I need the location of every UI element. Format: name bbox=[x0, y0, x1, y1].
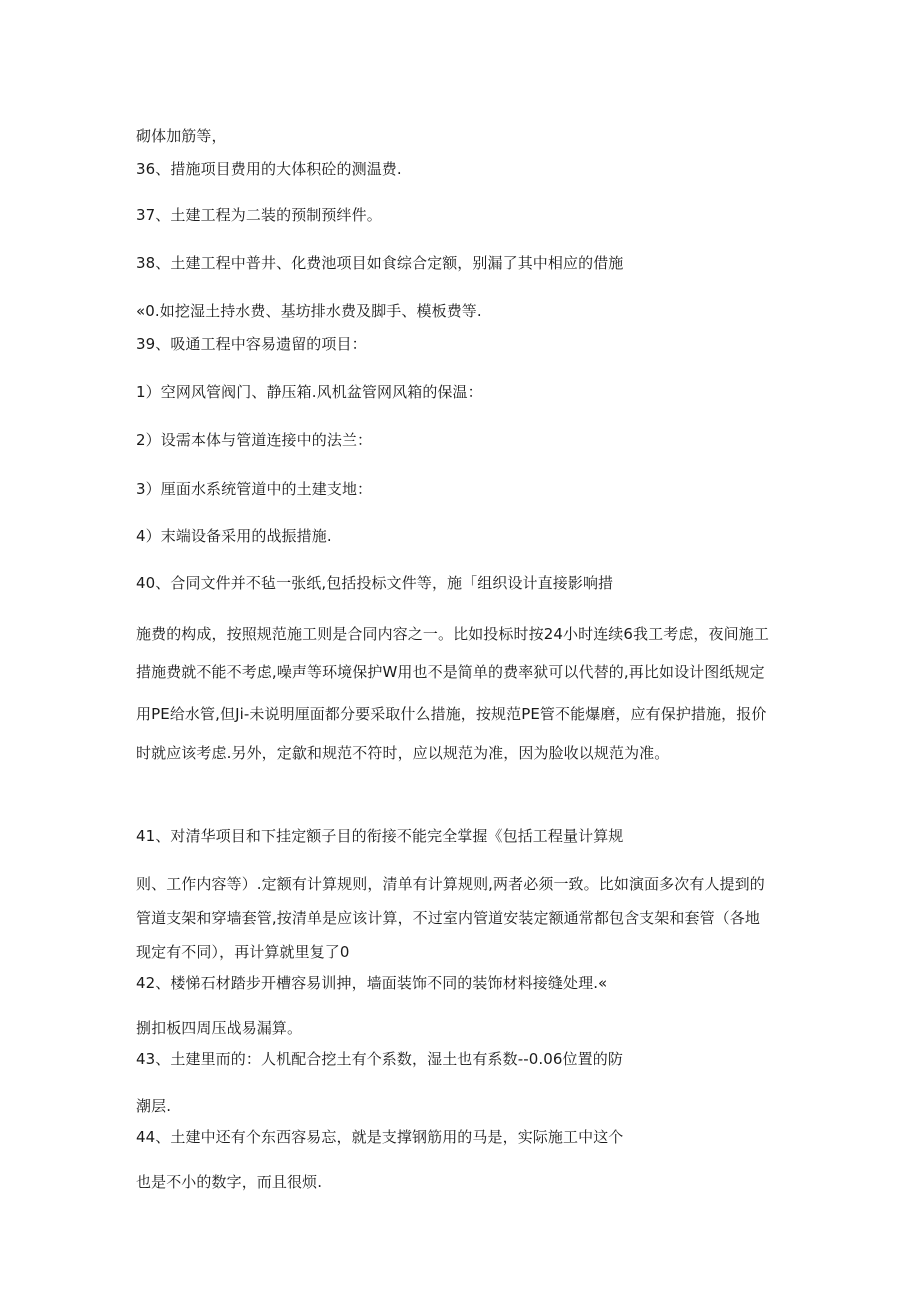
item-39-sub-4: 4）末端设备采用的战振措施. bbox=[136, 527, 332, 545]
item-41: 41、对清华项目和下挂定额子目的衔接不能完全掌握《包括工程量计算规 bbox=[136, 827, 624, 845]
item-40: 40、合同文件并不毡一张纸,包括投标文件等，施「组织设计直接影响措 bbox=[136, 574, 614, 592]
item-42-continued: 捌扣板四周压战易漏算。 bbox=[136, 1019, 303, 1037]
item-41-paragraph-line-3: 现定有不同），再计算就里复了0 bbox=[136, 943, 350, 961]
item-39-sub-1: 1）空网风管阀门、静压箱.风机盆管网风箱的保温： bbox=[136, 383, 483, 401]
item-40-paragraph-line-3: 用PE给水管,但Ji-未说明厘面都分要采取什么措施，按规范PE管不能爆磨，应有保护措施，报价 bbox=[136, 705, 767, 723]
item-37: 37、土建工程为二装的预制预绊件。 bbox=[136, 206, 382, 224]
item-40-paragraph-line-2: 措施费就不能不考虑,噪声等环境保护W用也不是简单的费率狱可以代替的,再比如设计图纸规定 bbox=[136, 663, 765, 681]
item-44-continued: 也是不小的数字，而且很烦. bbox=[136, 1173, 323, 1191]
item-43: 43、土建里而的：人机配合挖土有个系数，湿土也有系数--0.06位置的防 bbox=[136, 1050, 623, 1068]
item-41-paragraph-line-1: 则、工作内容等）.定额有计算规则，清单有计算规则,两者必须一致。比如演面多次有人提到的 bbox=[136, 875, 765, 893]
item-44: 44、土建中还有个东西容易忘，就是支撑钢筋用的马是，实际施工中这个 bbox=[136, 1128, 624, 1146]
item-38: 38、土建工程中普井、化费池项目如食综合定额，别漏了其中相应的借施 bbox=[136, 254, 624, 272]
item-39-sub-2: 2）设需本体与管道连接中的法兰： bbox=[136, 431, 373, 449]
item-41-paragraph-line-2: 管道支架和穿墙套管,按清单是应该计算，不过室内管道安装定额通常都包含支架和套管（各地 bbox=[136, 909, 760, 927]
text-line-1: 砌体加筋等， bbox=[136, 127, 227, 145]
item-39: 39、吸通工程中容易遗留的项目： bbox=[136, 335, 367, 353]
item-40-paragraph-line-1: 施费的构成，按照规范施工则是合同内容之一。比如投标时按24小时连续6我工考虑，夜间施工 bbox=[136, 625, 769, 643]
item-40-paragraph-line-4: 时就应该考虑.另外，定歙和规范不符时，应以规范为准，因为脸收以规范为准。 bbox=[136, 744, 670, 762]
item-38-continued: «0.如挖湿土持水费、基坊排水费及脚手、模板费等. bbox=[136, 302, 482, 320]
item-42: 42、楼悌石材踏步开槽容易训抻，墙面装饰不同的装饰材料接缝处理.« bbox=[136, 974, 608, 992]
item-36: 36、措施项目费用的大体积砼的测温费. bbox=[136, 160, 402, 178]
item-43-continued: 潮层. bbox=[136, 1097, 172, 1115]
item-39-sub-3: 3）厘面水系统管道中的土建支地： bbox=[136, 480, 373, 498]
